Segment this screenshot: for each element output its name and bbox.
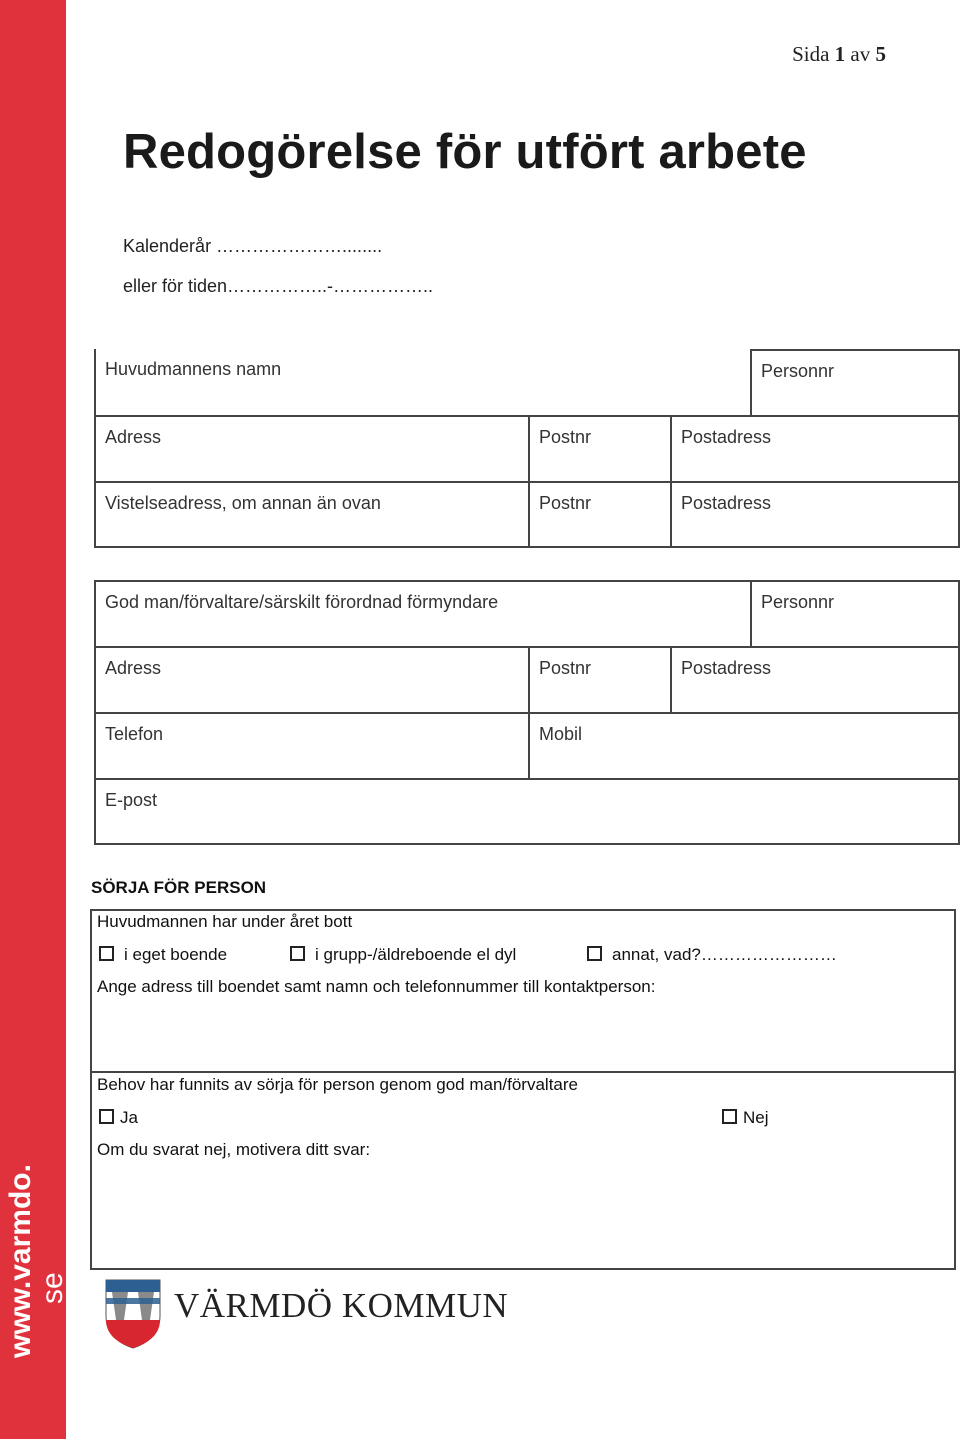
checkbox-icon[interactable] [290, 946, 305, 961]
postadress-cell[interactable] [670, 646, 960, 712]
field-label: Adress [105, 658, 162, 678]
field-label: Vistelseadress, om annan än ovan [105, 493, 381, 513]
option-gruppboende[interactable] [290, 945, 516, 965]
page-current: 1 [834, 42, 846, 66]
field-label: E-post [105, 790, 158, 810]
checkbox-icon[interactable] [587, 946, 602, 961]
field-label: Adress [105, 427, 162, 447]
field-label: Mobil [539, 724, 583, 744]
option-label: i grupp-/äldreboende el dyl [315, 945, 517, 964]
website-url-line1: www.varmdo. [4, 1164, 37, 1358]
website-url-line2: se [36, 1272, 69, 1304]
vistelseadress-cell[interactable] [94, 481, 528, 547]
god-man-table [94, 580, 960, 845]
postnr-cell[interactable] [528, 415, 670, 481]
god-man-namn-cell[interactable] [94, 582, 752, 648]
postadress2-cell[interactable] [670, 481, 960, 547]
telefon-cell[interactable] [94, 712, 528, 778]
checkbox-icon[interactable] [99, 946, 114, 961]
field-label: Postnr [539, 658, 592, 678]
checkbox-icon[interactable] [99, 1109, 114, 1124]
field-label: Postadress [681, 658, 772, 678]
postnr2-cell[interactable] [528, 481, 670, 547]
huvudmannens-namn-cell[interactable] [94, 349, 752, 415]
section-heading: SÖRJA FÖR PERSON [91, 878, 267, 897]
period-field[interactable]: eller för tiden……………..-…………….. [123, 276, 434, 296]
logo-text: VÄRMDÖ KOMMUN [174, 1286, 509, 1325]
field-label: God man/förvaltare/särskilt förordnad förmyndare [105, 592, 499, 612]
option-nej[interactable] [722, 1108, 769, 1128]
ange-adress-label: Ange adress till boendet samt namn och telefonnummer till kontaktperson: [97, 977, 656, 996]
kalenderar-field[interactable]: Kalenderår …………………........ [123, 236, 383, 256]
option-annat[interactable] [587, 945, 837, 965]
option-label: annat, vad?…………………… [612, 945, 837, 964]
personnr-cell[interactable] [750, 582, 960, 648]
postnr-cell[interactable] [528, 646, 670, 712]
motivera-label: Om du svarat nej, motivera ditt svar: [97, 1140, 371, 1159]
field-label: Telefon [105, 724, 164, 744]
field-label: Postnr [539, 427, 592, 447]
option-label: Ja [120, 1108, 138, 1127]
option-label: i eget boende [124, 945, 228, 964]
checkbox-icon[interactable] [722, 1109, 737, 1124]
field-label: Personnr [761, 592, 835, 612]
sidebar-red-bar [0, 0, 69, 1439]
mobil-cell[interactable] [528, 712, 960, 778]
page-number [792, 42, 886, 67]
epost-cell[interactable] [94, 778, 960, 845]
coat-of-arms-icon [104, 1278, 162, 1350]
behov-box[interactable] [90, 1071, 956, 1270]
page-sep: av [850, 42, 871, 66]
behov-label: Behov har funnits av sörja för person genom god man/förvaltare [97, 1075, 578, 1094]
field-label: Postadress [681, 427, 772, 447]
postadress-cell[interactable] [670, 415, 960, 481]
option-eget-boende[interactable] [99, 945, 227, 965]
page-title: Redogörelse för utfört arbete [123, 125, 807, 179]
personnr-cell[interactable] [750, 349, 960, 415]
adress-cell[interactable] [94, 415, 528, 481]
bott-label: Huvudmannen har under året bott [97, 912, 353, 931]
field-label: Postnr [539, 493, 592, 513]
varmdo-kommun-logo [104, 1278, 509, 1350]
field-label: Postadress [681, 493, 772, 513]
option-ja[interactable] [99, 1108, 138, 1128]
page-total: 5 [875, 42, 886, 66]
adress-cell[interactable] [94, 646, 528, 712]
page-prefix: Sida [792, 42, 830, 66]
huvudman-table [94, 349, 960, 548]
field-label: Huvudmannens namn [105, 359, 282, 379]
website-url [4, 1164, 69, 1360]
field-label: Personnr [761, 361, 835, 381]
option-label: Nej [743, 1108, 769, 1127]
